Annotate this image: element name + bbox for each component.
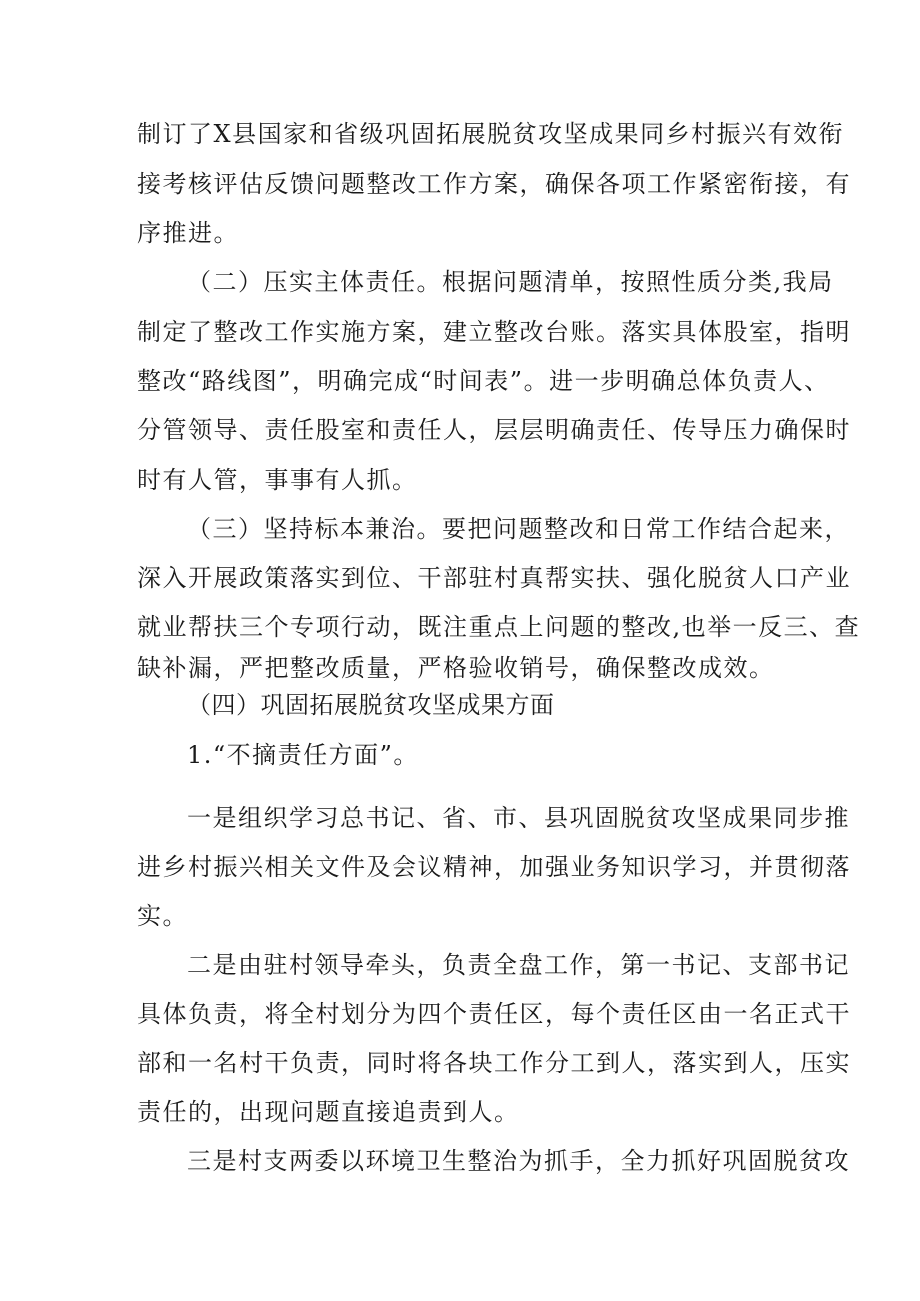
subsection-heading: 1.“不摘责任方面”。 bbox=[187, 741, 419, 769]
body-text-line: 二是由驻村领导牵头，负责全盘工作，第一书记、支部书记 bbox=[187, 951, 850, 979]
body-text-line: 一是组织学习总书记、省、市、县巩固脱贫攻坚成果同步推 bbox=[187, 804, 850, 832]
body-text-line: 实。 bbox=[137, 902, 188, 930]
body-text-line: 分管领导、责任股室和责任人，层层明确责任、传导压力确保时 bbox=[137, 416, 851, 444]
body-text-line: 深入开展政策落实到位、干部驻村真帮实扶、强化脱贫人口产业 bbox=[137, 564, 851, 592]
body-text-line: 具体负责，将全村划分为四个责任区，每个责任区由一名正式干 bbox=[137, 1000, 851, 1028]
section-heading-4: （四）巩固拓展脱贫攻坚成果方面 bbox=[187, 691, 555, 719]
body-text-line: 接考核评估反馈问题整改工作方案，确保各项工作紧密衔接，有 bbox=[137, 170, 851, 198]
body-text-line: 三是村支两委以环境卫生整治为抓手，全力抓好巩固脱贫攻 bbox=[187, 1147, 850, 1175]
body-text-line: 就业帮扶三个专项行动，既注重点上问题的整改,也举一反三、查 bbox=[137, 613, 861, 641]
body-text-line: 缺补漏，严把整改质量，严格验收销号，确保整改成效。 bbox=[137, 654, 775, 682]
body-text-line: 部和一名村干负责，同时将各块工作分工到人，落实到人，压实 bbox=[137, 1049, 851, 1077]
section-heading-3: （三）坚持标本兼治。要把问题整改和日常工作结合起来， bbox=[187, 515, 850, 543]
body-text-line: 进乡村振兴相关文件及会议精神，加强业务知识学习，并贯彻落 bbox=[137, 853, 851, 881]
body-text-line: 整改“路线图”，明确完成“时间表”。进一步明确总体负责人、 bbox=[137, 367, 830, 395]
body-text-line: 时有人管，事事有人抓。 bbox=[137, 466, 418, 494]
body-text-line: 制订了X县国家和省级巩固拓展脱贫攻坚成果同乡村振兴有效衔 bbox=[137, 120, 845, 148]
body-text-line: 责任的，出现问题直接追责到人。 bbox=[137, 1098, 520, 1126]
section-heading-2: （二）压实主体责任。根据问题清单，按照性质分类,我局 bbox=[187, 268, 834, 296]
body-text-line: 序推进。 bbox=[137, 219, 239, 247]
body-text-line: 制定了整改工作实施方案，建立整改台账。落实具体股室，指明 bbox=[137, 318, 851, 346]
